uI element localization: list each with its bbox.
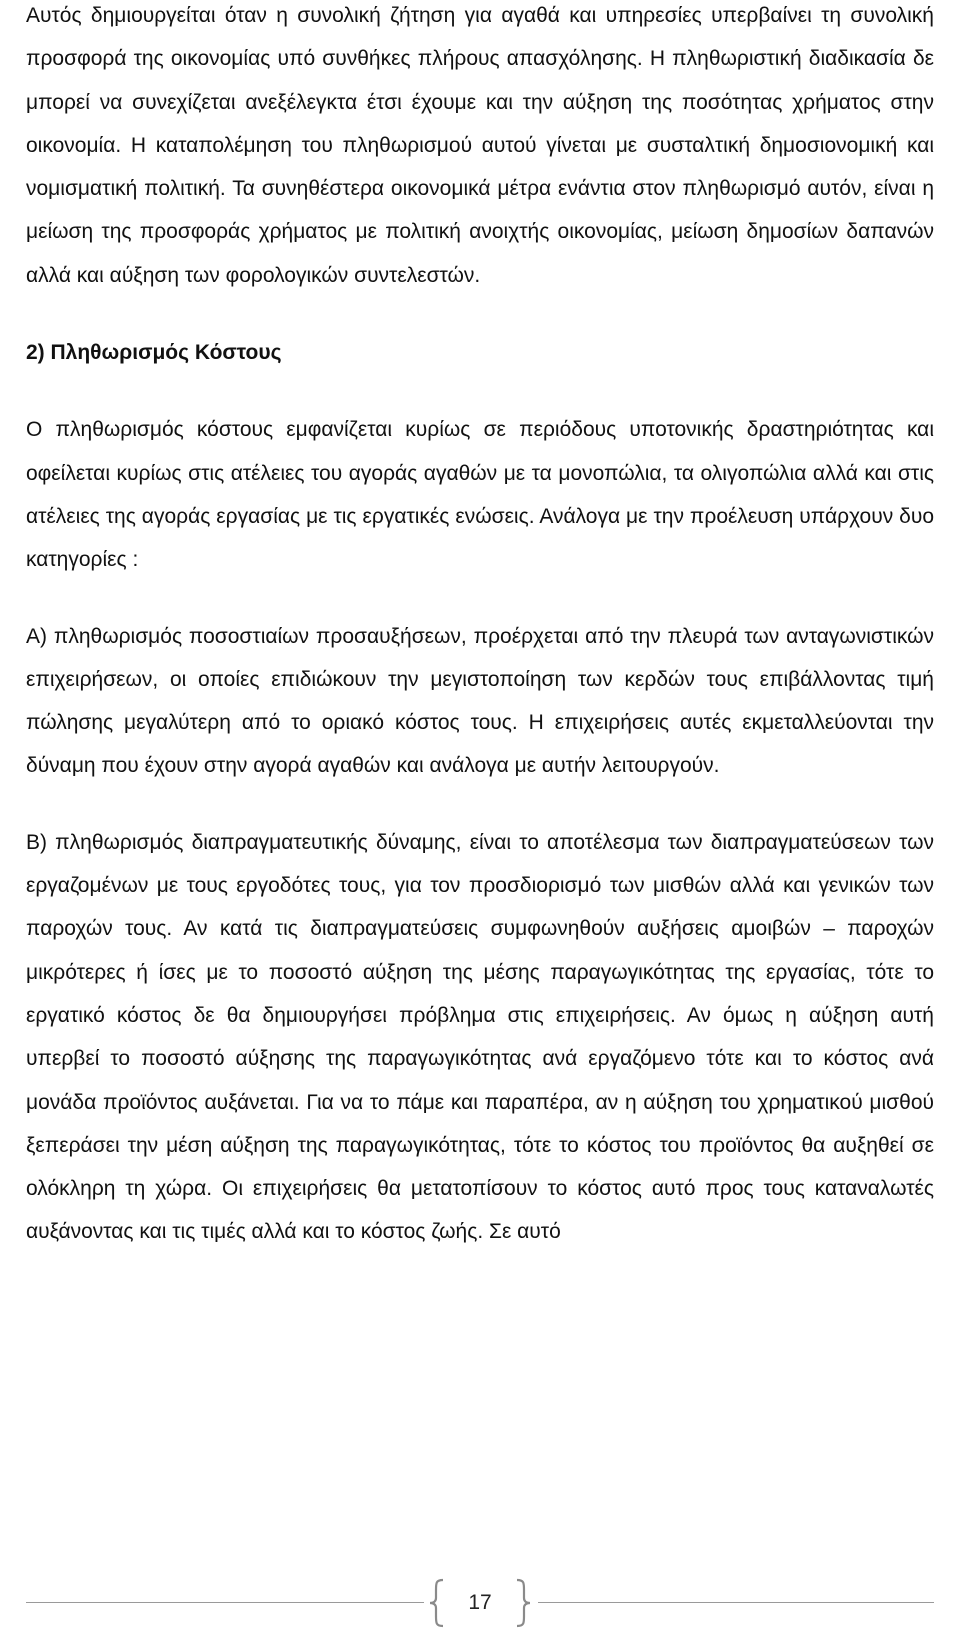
- body-paragraph: Β) πληθωρισμός διαπραγματευτικής δύναμης, είναι το αποτέλεσμα των διαπραγματεύσεων των εργαζομένων με τους εργοδότες τους, για τον προσδιορισμό των μισθών αλλά και γενικών των παροχών τους. Αν κατά τις διαπραγματεύσεις συμφωνηθούν αυξήσεις αμοιβών – παροχών μικρότερες ή ίσες με το ποσοστό αύξηση της μέσης παραγωγικότητας της εργασίας, τότε το εργατικό κόστος δε θα δημιουργήσει πρόβλημα στις επιχειρήσεις. Αν όμως η αύξηση αυτή υπερβεί το ποσοστό αύξησης της παραγωγικότητας ανά εργαζόμενο τότε και το κόστος ανά μονάδα προϊόντος αυξάνεται. Για να το πάμε και παραπέρα, αν η αύξηση του χρηματικού μισθού ξεπεράσει την μέση αύξηση της παραγωγικότητας, τότε το κόστος του προϊόντος θα αυξηθεί σε ολόκληρη τη χώρα. Οι επιχειρήσεις θα μετατοπίσουν το κόστος αυτό προς τους καταναλωτές αυξάνοντας και τις τιμές αλλά και το κόστος ζωής. Σε αυτό: [26, 830, 934, 1244]
- body-paragraph: Αυτός δημιουργείται όταν η συνολική ζήτηση για αγαθά και υπηρεσίες υπερβαίνει τη συνολική προσφορά της οικονομίας υπό συνθήκες πλήρους απασχόλησης. Η πληθωριστική διαδικασία δε μπορεί να συνεχίζεται ανεξέλεγκτα έτσι έχουμε και την αύξηση της ποσότητας χρήματος στην οικονομία. Η καταπολέμηση του πληθωρισμού αυτού γίνεται με συσταλτική δημοσιονομική και νομισματική πολιτική. Τα συνηθέστερα οικονομικά μέτρα ενάντια στον πληθωρισμό αυτόν, είναι η μείωση της προσφοράς χρήματος με πολιτική ανοιχτής οικονομίας, μείωση δημοσίων δαπανών αλλά και αύξηση των φορολογικών συντελεστών.: [26, 4, 934, 287]
- page-number: 17: [468, 1591, 492, 1614]
- section-heading: 2) Πληθωρισμός Κόστους: [26, 341, 282, 365]
- page-footer: [0, 1578, 960, 1628]
- paragraph-spacer: [26, 582, 934, 615]
- body-paragraph: Ο πληθωρισμός κόστους εμφανίζεται κυρίως σε περιόδους υποτονικής δραστηριότητας και οφείλεται κυρίως στις ατέλειες του αγοράς αγαθών με τα μονοπώλια, τα ολιγοπώλια αλλά και στις ατέλειες της αγοράς εργασίας με τις εργατικές ενώσεις. Ανάλογα με την προέλευση υπάρχουν δυο κατηγορίες :: [26, 418, 934, 572]
- left-brace-icon: [428, 1578, 446, 1628]
- paragraph-spacer: [26, 788, 934, 821]
- footer-rule-left: [26, 1602, 424, 1603]
- document-page: [26, 0, 934, 1254]
- right-brace-icon: [514, 1578, 532, 1628]
- body-paragraph: Α) πληθωρισμός ποσοστιαίων προσαυξήσεων, προέρχεται από την πλευρά των ανταγωνιστικών επιχειρήσεων, οι οποίες επιδιώκουν την μεγιστοποίηση των κερδών τους επιβάλλοντας τιμή πώλησης μεγαλύτερη από το οριακό κόστος τους. Η επιχειρήσεις αυτές εκμεταλλεύονται την δύναμη που έχουν στην αγορά αγαθών και ανάλογα με αυτήν λειτουργούν.: [26, 624, 934, 778]
- footer-rule-right: [538, 1602, 934, 1603]
